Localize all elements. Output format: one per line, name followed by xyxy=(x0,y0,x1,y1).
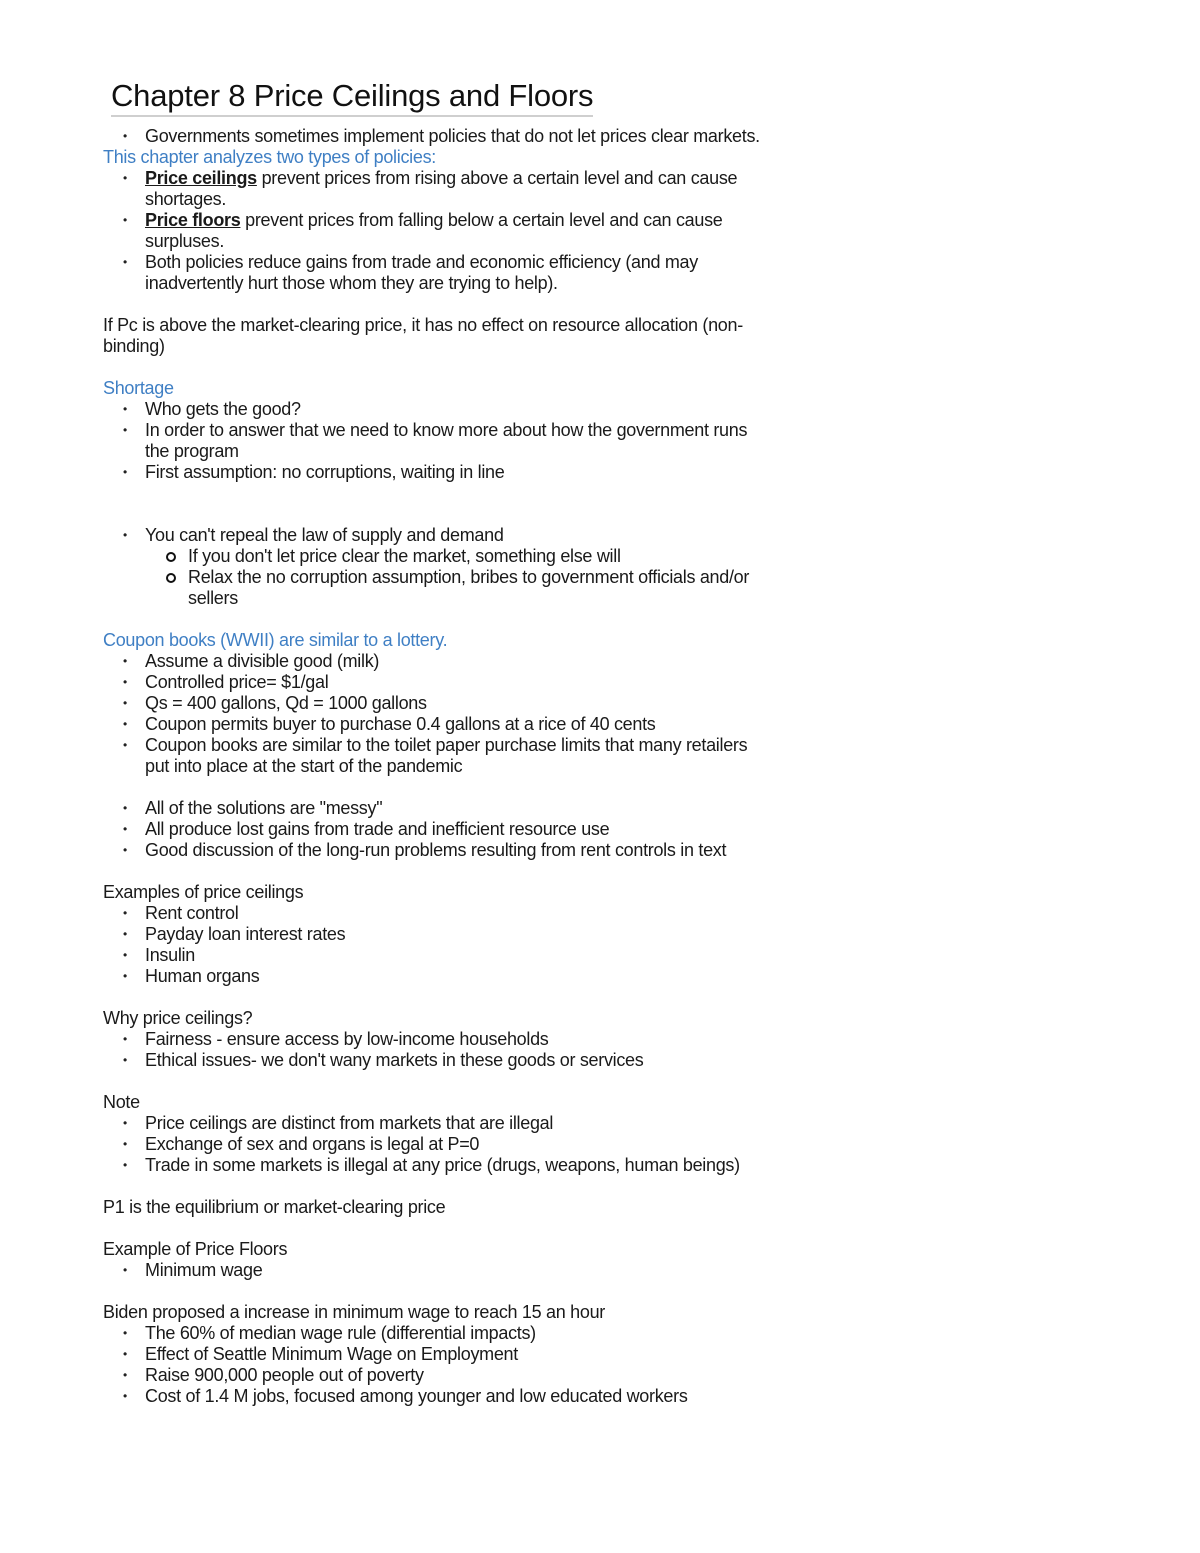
list-item: • Insulin xyxy=(103,945,763,966)
list-item: • Good discussion of the long-run problems resulting from rent controls in text xyxy=(103,840,763,861)
list-item: • First assumption: no corruptions, waiting in line xyxy=(103,462,763,483)
list-item: • Qs = 400 gallons, Qd = 1000 gallons xyxy=(103,693,763,714)
list-item xyxy=(103,168,763,210)
list-item: • Payday loan interest rates xyxy=(103,924,763,945)
p1-note: P1 is the equilibrium or market-clearing price xyxy=(103,1197,446,1217)
floors-heading: Example of Price Floors xyxy=(103,1239,288,1259)
list-item: • Exchange of sex and organs is legal at P=0 xyxy=(103,1134,763,1155)
biden-list xyxy=(103,1323,763,1407)
list-item: • Ethical issues- we don't wany markets in these goods or services xyxy=(103,1050,763,1071)
price-floors-text: prevent prices from falling below a certain level and can cause surpluses. xyxy=(145,210,723,251)
list-item: • Effect of Seattle Minimum Wage on Employment xyxy=(103,1344,763,1365)
biden-heading: Biden proposed a increase in minimum wage to reach 15 an hour xyxy=(103,1302,606,1322)
intro-list xyxy=(103,126,763,147)
list-item xyxy=(103,210,763,252)
why-heading: Why price ceilings? xyxy=(103,1008,253,1028)
list-item: • All produce lost gains from trade and inefficient resource use xyxy=(103,819,763,840)
list-item: • The 60% of median wage rule (differential impacts) xyxy=(103,1323,763,1344)
page-title: Chapter 8 Price Ceilings and Floors xyxy=(111,78,593,117)
shortage-list xyxy=(103,399,763,483)
list-item: • Rent control xyxy=(103,903,763,924)
supply-demand-list xyxy=(103,525,763,609)
note-heading: Note xyxy=(103,1092,140,1112)
list-item: • Who gets the good? xyxy=(103,399,763,420)
list-item: • Human organs xyxy=(103,966,763,987)
price-ceilings-term: Price ceilings xyxy=(145,168,257,188)
list-item: • Price ceilings are distinct from markets that are illegal xyxy=(103,1113,763,1134)
list-item: • Both policies reduce gains from trade and economic efficiency (and may inadvertently hurt those whom they are trying to help). xyxy=(103,252,763,294)
price-ceilings-text: prevent prices from rising above a certain level and can cause shortages. xyxy=(145,168,738,209)
list-item: • Governments sometimes implement policies that do not let prices clear markets. xyxy=(103,126,763,147)
list-item: • Coupon permits buyer to purchase 0.4 gallons at a rice of 40 cents xyxy=(103,714,763,735)
messy-list xyxy=(103,798,763,861)
sub-list-item: If you don't let price clear the market, something else will xyxy=(103,546,763,567)
list-item: • Coupon books are similar to the toilet paper purchase limits that many retailers put into place at the start of the pandemic xyxy=(103,735,763,777)
list-item: • Assume a divisible good (milk) xyxy=(103,651,763,672)
list-item: • Cost of 1.4 M jobs, focused among younger and low educated workers xyxy=(103,1386,763,1407)
policies-heading: This chapter analyzes two types of policies: xyxy=(103,147,436,167)
shortage-heading: Shortage xyxy=(103,378,174,398)
examples-ceilings-list xyxy=(103,903,763,987)
coupon-list xyxy=(103,651,763,777)
list-item: • Trade in some markets is illegal at any price (drugs, weapons, human beings) xyxy=(103,1155,763,1176)
coupon-heading: Coupon books (WWII) are similar to a lottery. xyxy=(103,630,448,650)
sub-list-item: Relax the no corruption assumption, bribes to government officials and/or sellers xyxy=(103,567,763,609)
list-item: • Raise 900,000 people out of poverty xyxy=(103,1365,763,1386)
price-floors-term: Price floors xyxy=(145,210,241,230)
document-page xyxy=(103,78,763,1407)
policies-list xyxy=(103,168,763,294)
why-list xyxy=(103,1029,763,1071)
examples-ceilings-heading: Examples of price ceilings xyxy=(103,882,304,902)
pc-note: If Pc is above the market-clearing price, it has no effect on resource allocation (non-binding) xyxy=(103,315,743,356)
floors-list xyxy=(103,1260,763,1281)
list-item: • In order to answer that we need to know more about how the government runs the program xyxy=(103,420,763,462)
list-item: • Fairness - ensure access by low-income households xyxy=(103,1029,763,1050)
list-item: • You can't repeal the law of supply and demand xyxy=(103,525,763,546)
list-item: • All of the solutions are "messy" xyxy=(103,798,763,819)
list-item: • Controlled price= $1/gal xyxy=(103,672,763,693)
list-item: • Minimum wage xyxy=(103,1260,763,1281)
note-list xyxy=(103,1113,763,1176)
